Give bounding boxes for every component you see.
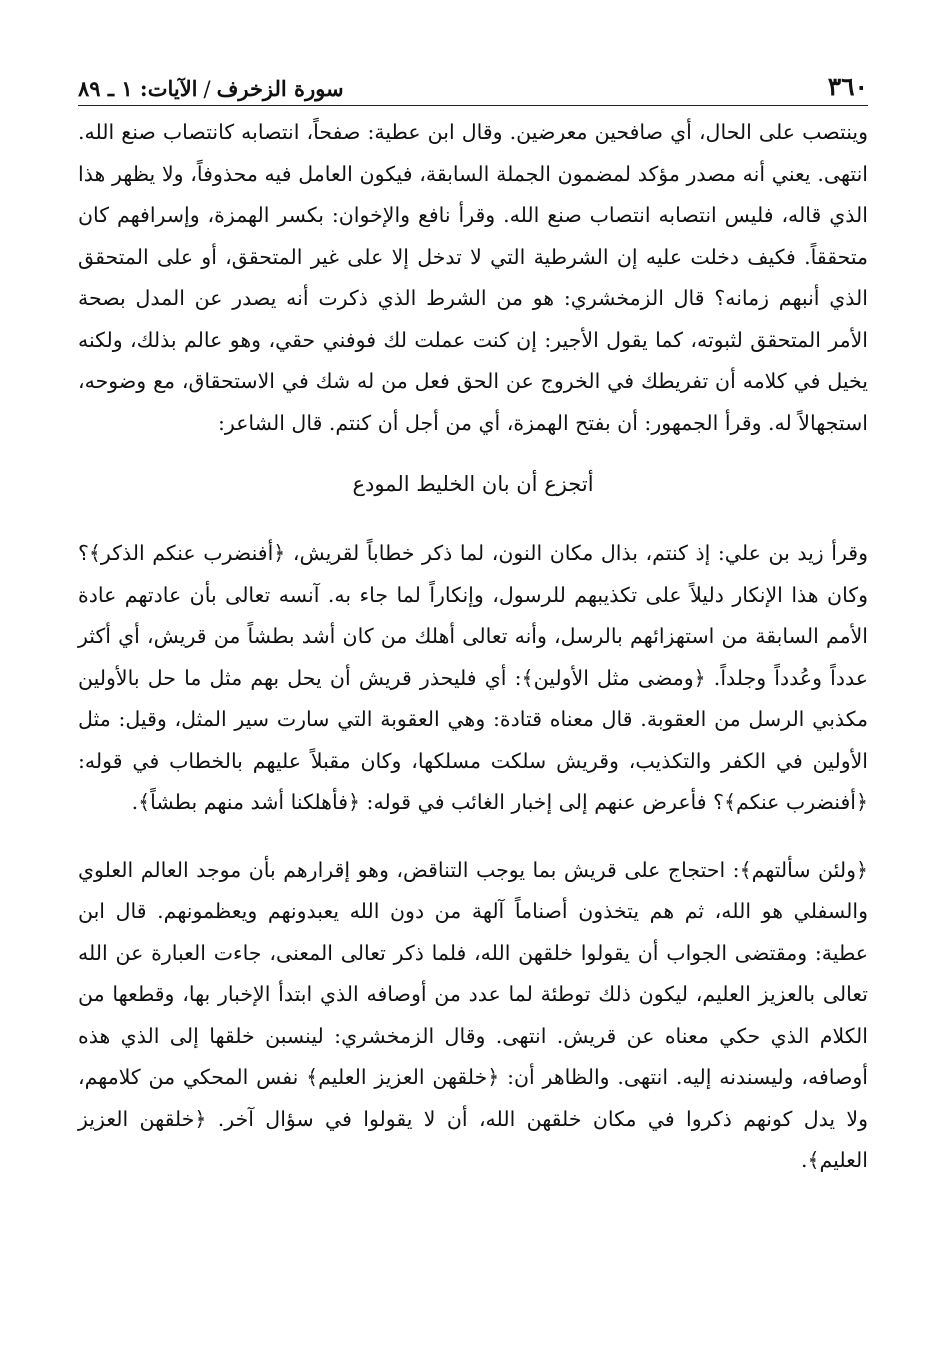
poetry-verse: أتجزع أن بان الخليط المودع: [352, 472, 594, 496]
paragraph-1: وينتصب على الحال، أي صافحين معرضين. وقال ابن عطية: صفحاً، انتصابه كانتصاب صنع الله. انتهى. يعني أنه مصدر مؤكد لمضمون الجملة السابقة، فيكون العامل فيه محذوفاً، ولا يظهر هذا الذي قاله، فليس انتصابه انتصاب صنع الله. وقرأ نافع والإخوان: بكسر الهمزة، وإسرافهم كان متحققاً. فكيف دخلت عليه إن الشرطية التي لا تدخل إلا على غير المتحقق، أو على المتحقق الذي أنبهم زمانه؟ قال الزمخشري: هو من الشرط الذي ذكرت أنه يصدر عن المدل بصحة الأمر المتحقق لثبوته، كما يقول الأجير: إن كنت عملت لك فوفني حقي، وهو عالم بذلك، ولكنه يخيل في كلامه أن تفريطك في الخروج عن الحق فعل من له شك في الاستحقاق، مع وضوحه، استجهالاً له. وقرأ الجمهور: أن بفتح الهمزة، أي من أجل أن كنتم. قال الشاعر:: [78, 120, 868, 435]
running-head: [78, 76, 344, 101]
paragraph-3: ﴿ولئن سألتهم﴾: احتجاج على قريش بما يوجب التناقض، وهو إقرارهم بأن موجد العالم العلوي والسفلي هو الله، ثم هم يتخذون أصناماً آلهة من دون الله يعبدونهم ويعظمونهم. قال ابن عطية: ومقتضى الجواب أن يقولوا خلقهن الله، فلما ذكر تعالى المعنى، جاءت العبارة عن الله تعالى بالعزيز العليم، ليكون ذلك توطئة لما عدد من أوصافه الذي ابتدأ الإخبار بها، وقطعها من الكلام الذي حكي معناه عن قريش. انتهى. وقال الزمخشري: لينسبن خلقها إلى الذي هذه أوصافه، وليسندنه إليه. انتهى. والظاهر أن: ﴿خلقهن العزيز العليم﴾ نفس المحكي من كلامهم، ولا يدل كونهم ذكروا في مكان خلقهن الله، أن لا يقولوا في سؤال آخر. ﴿خلقهن العزيز العليم﴾.: [78, 857, 868, 1172]
surah-name: سورة الزخرف: [216, 76, 344, 101]
page-number: ٣٦٠: [827, 72, 868, 101]
header-separator: /: [203, 77, 211, 101]
verse-range: الآيات: ١ ـ ٨٩: [78, 76, 198, 101]
paragraph-2: وقرأ زيد بن علي: إذ كنتم، بذال مكان النون، لما ذكر خطاباً لقريش، ﴿أفنضرب عنكم الذكر﴾؟ وكان هذا الإنكار دليلاً على تكذيبهم للرسول، وإنكاراً لما جاء به. آنسه تعالى بأن عادتهم عادة الأمم السابقة من استهزائهم بالرسل، وأنه تعالى أهلك من كان أشد بطشاً من قريش، أي أكثر عدداً وعُدداً وجلداً. ﴿ومضى مثل الأولين﴾: أي فليحذر قريش أن يحل بهم مثل ما حل بالأولين مكذبي الرسل من العقوبة. قال معناه قتادة: وهي العقوبة التي سارت سير المثل، وقيل: مثل الأولين في الكفر والتكذيب، وقريش سلكت مسلكها، وكان مقبلاً عليهم بالخطاب في قوله: ﴿أفنضرب عنكم﴾؟ فأعرض عنهم إلى إخبار الغائب في قوله: ﴿فأهلكنا أشد منهم بطشاً﴾.: [78, 541, 868, 814]
page-header: [78, 62, 868, 106]
book-page: [78, 62, 868, 1182]
